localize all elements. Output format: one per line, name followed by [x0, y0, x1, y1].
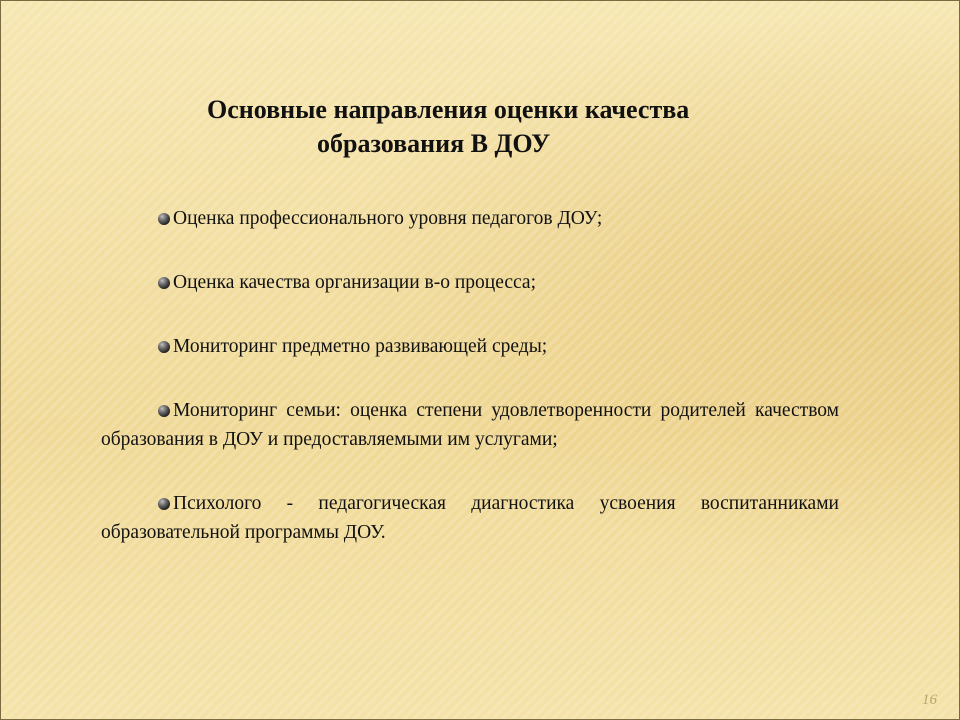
list-item	[101, 204, 839, 233]
list-item	[101, 396, 839, 454]
list-item-text: Психолого - педагогическая диагностика усвоения воспитанниками образовательной программы ДОУ.	[101, 493, 839, 543]
list-item-text: Мониторинг семьи: оценка степени удовлетворенности родителей качеством образования в ДОУ и предоставляемыми им услугами;	[101, 400, 839, 450]
title-line-2: образования В ДОУ	[317, 129, 551, 158]
list-item-text: Оценка профессионального уровня педагогов ДОУ;	[173, 208, 603, 229]
list-item	[101, 332, 839, 361]
slide-title	[1, 93, 960, 161]
sphere-bullet-icon	[158, 405, 170, 417]
list-item	[101, 489, 839, 547]
sphere-bullet-icon	[158, 213, 170, 225]
list-item	[101, 268, 839, 297]
sphere-bullet-icon	[158, 277, 170, 289]
title-line-1: Основные направления оценки качества	[207, 95, 690, 124]
list-item-text: Оценка качества организации в-о процесса;	[173, 272, 536, 293]
sphere-bullet-icon	[158, 341, 170, 353]
bullet-list	[101, 204, 839, 582]
sphere-bullet-icon	[158, 498, 170, 510]
list-item-text: Мониторинг предметно развивающей среды;	[173, 336, 548, 357]
page-number: 16	[922, 692, 937, 708]
